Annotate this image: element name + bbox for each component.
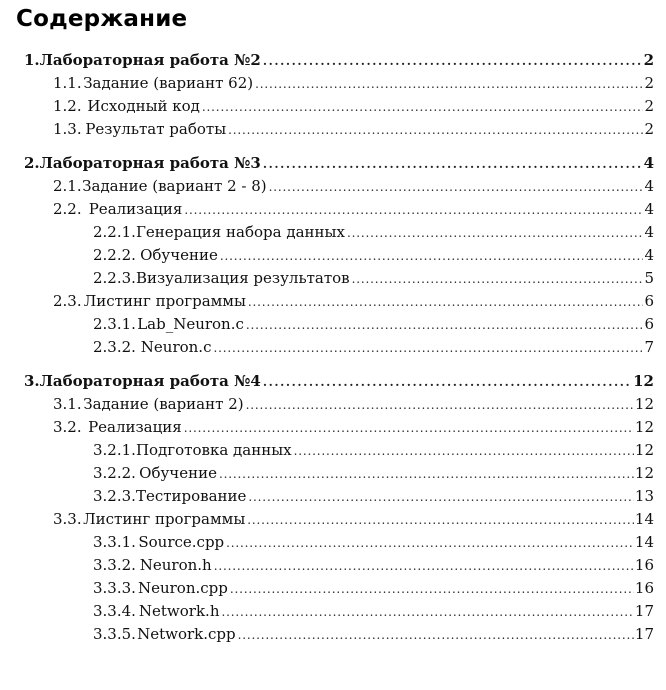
dot-leader: [220, 245, 643, 268]
toc-entry-title[interactable]: Тестирование: [135, 487, 247, 505]
toc-entry-title[interactable]: Листинг программы: [83, 510, 246, 528]
dot-leader: [246, 314, 643, 337]
toc-entry-title[interactable]: Network.cpp: [137, 625, 236, 643]
toc-entry-number: 3.3.1.: [93, 533, 136, 551]
dot-leader: [238, 624, 634, 647]
toc-entry-page-number: 14: [634, 533, 654, 551]
dot-leader: [347, 222, 643, 245]
dot-leader: [352, 268, 643, 291]
dot-leader: [248, 291, 643, 314]
dot-leader: [294, 440, 634, 463]
toc-entry-number: 3.3.2.: [93, 556, 136, 574]
dot-leader: [202, 96, 643, 119]
toc-entry-page-number: 13: [634, 487, 654, 505]
toc-entry-number: 3.2.3.: [93, 487, 136, 505]
dot-leader: [246, 394, 634, 417]
toc-entry-page-number: 4: [644, 200, 654, 218]
toc-entry-number: 2.2.3.: [93, 269, 136, 287]
toc-entry-1-1[interactable]: [0, 72, 666, 95]
toc-entry-title[interactable]: Подготовка данных: [135, 441, 292, 459]
toc-entry-title[interactable]: Результат работы: [85, 120, 227, 138]
dot-leader: [263, 153, 643, 176]
dot-leader: [219, 463, 634, 486]
toc-entry-page-number: 7: [644, 338, 654, 356]
toc-entry-number: 2.3.1.: [93, 315, 136, 333]
toc-entry-3-2[interactable]: [0, 416, 666, 439]
toc-entry-2-3-2[interactable]: [0, 336, 666, 359]
toc-entry-number: 2.: [24, 154, 40, 172]
toc-entry-number: 3.3.3.: [93, 579, 136, 597]
toc-entry-number: 2.2.2.: [93, 246, 136, 264]
toc-entry-number: 1.2.: [53, 97, 82, 115]
toc-entry-title[interactable]: Lab_Neuron.c: [137, 315, 244, 333]
toc-entry-number: 3.3.4.: [93, 602, 136, 620]
toc-entry-title[interactable]: Генерация набора данных: [135, 223, 345, 241]
page-title: Содержание: [16, 6, 188, 32]
toc-entry-2-1[interactable]: [0, 175, 666, 198]
dot-leader: [184, 199, 643, 222]
toc-entry-1-3[interactable]: [0, 118, 666, 141]
toc-entry-title[interactable]: Реализация: [88, 418, 182, 436]
toc-entry-number: 2.3.: [53, 292, 82, 310]
toc-entry-2[interactable]: [0, 152, 666, 175]
toc-entry-title[interactable]: Neuron.h: [139, 556, 212, 574]
toc-entry-3-3-2[interactable]: [0, 554, 666, 577]
toc-entry-number: 1.1.: [53, 74, 82, 92]
toc-entry-page-number: 12: [634, 395, 654, 413]
toc-entry-number: 3.3.5.: [93, 625, 136, 643]
toc-entry-page-number: 17: [634, 625, 654, 643]
toc-entry-title[interactable]: Исходный код: [87, 97, 200, 115]
dot-leader: [214, 555, 634, 578]
toc-entry-3-3-5[interactable]: [0, 623, 666, 646]
dot-leader: [263, 50, 643, 73]
toc-entry-3-3[interactable]: [0, 508, 666, 531]
toc-entry-2-2-1[interactable]: [0, 221, 666, 244]
toc-entry-number: 3.2.1.: [93, 441, 136, 459]
dot-leader: [213, 337, 643, 360]
toc-entry-page-number: 2: [644, 74, 654, 92]
toc-entry-page-number: 4: [644, 177, 654, 195]
toc-entry-page-number: 2: [643, 51, 654, 69]
toc-entry-page-number: 2: [644, 120, 654, 138]
toc-entry-title[interactable]: Задание (вариант 2 - 8): [82, 177, 267, 195]
toc-entry-page-number: 12: [633, 372, 654, 390]
toc-entry-title[interactable]: Neuron.cpp: [137, 579, 228, 597]
dot-leader: [221, 601, 633, 624]
toc-entry-page-number: 6: [644, 292, 654, 310]
toc-entry-title[interactable]: Neuron.c: [140, 338, 212, 356]
toc-entry-number: 2.1.: [53, 177, 82, 195]
toc-entry-page-number: 4: [644, 246, 654, 264]
toc-entry-page-number: 17: [634, 602, 654, 620]
toc-entry-title[interactable]: Задание (вариант 62): [83, 74, 254, 92]
toc-entry-title[interactable]: Обучение: [140, 246, 218, 264]
toc-entry-title[interactable]: Лабораторная работа №3: [39, 154, 261, 172]
toc-entry-number: 2.3.2.: [93, 338, 136, 356]
dot-leader: [269, 176, 643, 199]
toc-entry-2-3-1[interactable]: [0, 313, 666, 336]
toc-entry-title[interactable]: Реализация: [88, 200, 183, 218]
toc-entry-2-3[interactable]: [0, 290, 666, 313]
table-of-contents: [0, 49, 666, 646]
toc-entry-title[interactable]: Source.cpp: [138, 533, 225, 551]
toc-entry-number: 3.3.: [53, 510, 82, 528]
toc-entry-page-number: 12: [634, 464, 654, 482]
dot-leader: [263, 371, 632, 394]
toc-entry-title[interactable]: Network.h: [138, 602, 220, 620]
toc-entry-page-number: 16: [634, 556, 654, 574]
toc-entry-number: 3.2.: [53, 418, 82, 436]
toc-entry-title[interactable]: Визуализация результатов: [135, 269, 350, 287]
toc-entry-title[interactable]: Лабораторная работа №2: [39, 51, 261, 69]
toc-entry-number: 1.: [24, 51, 40, 69]
toc-entry-number: 2.2.: [53, 200, 82, 218]
dot-leader: [184, 417, 634, 440]
dot-leader: [228, 119, 643, 142]
dot-leader: [226, 532, 634, 555]
toc-entry-3-3-1[interactable]: [0, 531, 666, 554]
toc-entry-3[interactable]: [0, 370, 666, 393]
toc-entry-title[interactable]: Листинг программы: [83, 292, 246, 310]
toc-entry-page-number: 6: [644, 315, 654, 333]
toc-entry-page-number: 12: [634, 418, 654, 436]
toc-entry-number: 1.3.: [53, 120, 82, 138]
toc-entry-page-number: 16: [634, 579, 654, 597]
toc-entry-2-2-2[interactable]: [0, 244, 666, 267]
toc-entry-page-number: 4: [643, 154, 654, 172]
toc-entry-3-3-3[interactable]: [0, 577, 666, 600]
toc-entry-title[interactable]: Лабораторная работа №4: [39, 372, 261, 390]
toc-entry-2-2[interactable]: [0, 198, 666, 221]
toc-entry-title[interactable]: Задание (вариант 2): [83, 395, 244, 413]
toc-entry-1-2[interactable]: [0, 95, 666, 118]
toc-entry-3-2-2[interactable]: [0, 462, 666, 485]
toc-entry-number: 2.2.1.: [93, 223, 136, 241]
dot-leader: [248, 486, 633, 509]
toc-entry-page-number: 12: [634, 441, 654, 459]
toc-entry-page-number: 2: [644, 97, 654, 115]
toc-entry-number: 3.2.2.: [93, 464, 136, 482]
toc-entry-2-2-3[interactable]: [0, 267, 666, 290]
toc-entry-page-number: 4: [644, 223, 654, 241]
toc-entry-3-2-1[interactable]: [0, 439, 666, 462]
toc-entry-page-number: 14: [634, 510, 654, 528]
toc-entry-3-1[interactable]: [0, 393, 666, 416]
dot-leader: [255, 73, 643, 96]
toc-entry-page-number: 5: [644, 269, 654, 287]
toc-entry-number: 3.1.: [53, 395, 82, 413]
toc-entry-number: 3.: [24, 372, 40, 390]
dot-leader: [230, 578, 634, 601]
toc-entry-3-3-4[interactable]: [0, 600, 666, 623]
dot-leader: [247, 509, 634, 532]
toc-entry-3-2-3[interactable]: [0, 485, 666, 508]
toc-entry-1[interactable]: [0, 49, 666, 72]
toc-entry-title[interactable]: Обучение: [139, 464, 217, 482]
